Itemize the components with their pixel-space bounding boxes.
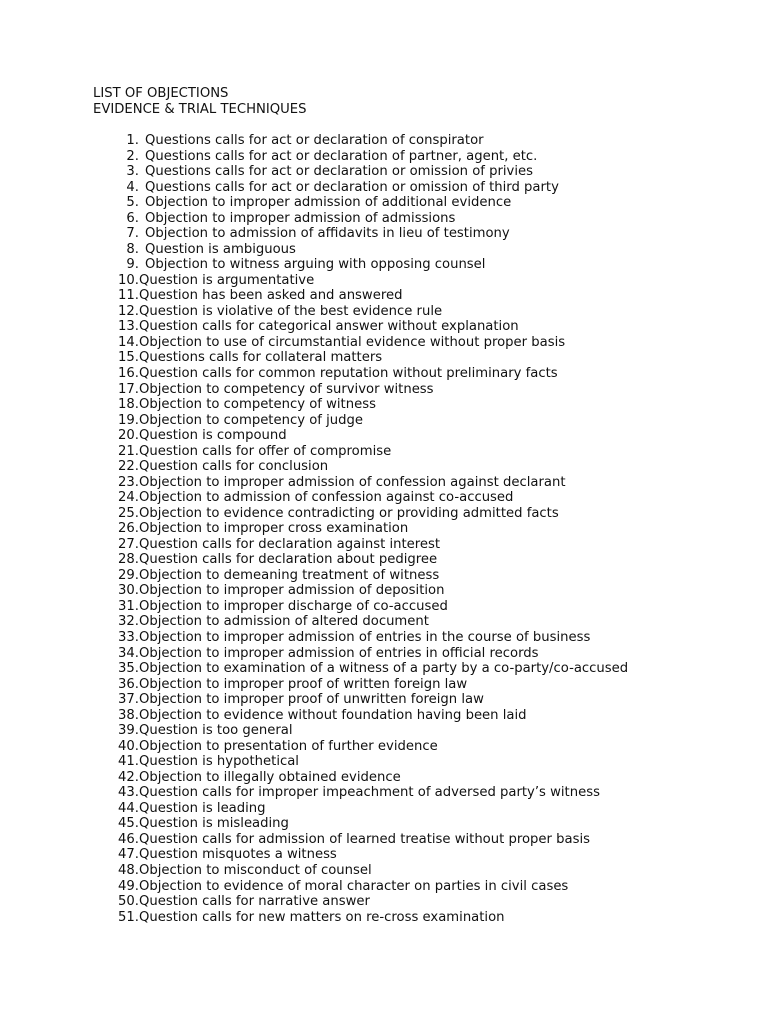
list-item-text: Question calls for improper impeachment of adversed party’s witness — [139, 785, 600, 801]
objection-list-item — [93, 692, 628, 708]
list-item-text: Questions calls for act or declaration of conspirator — [145, 133, 484, 148]
objection-list-item — [93, 304, 628, 320]
list-item-number: 48. — [118, 862, 139, 878]
list-item-number: 1. — [126, 133, 139, 148]
list-item-number: 33. — [118, 630, 139, 645]
list-item-text: Questions calls for act or declaration of partner, agent, etc. — [145, 148, 538, 164]
list-item-text: Objection to improper proof of unwritten foreign law — [139, 692, 484, 708]
objection-list-item — [93, 195, 628, 211]
list-item-text: Question has been asked and answered — [139, 288, 403, 304]
list-item-text: Objection to improper admission of entries in official records — [139, 645, 539, 661]
list-item-text: Question calls for offer of compromise — [139, 443, 392, 459]
list-item-text: Objection to witness arguing with opposing counsel — [145, 257, 486, 273]
objection-list-item — [93, 335, 628, 351]
list-item-text: Question is leading — [139, 800, 266, 816]
objection-list-item — [93, 552, 628, 568]
list-item-number: 34. — [118, 645, 139, 661]
objection-list-item — [93, 350, 628, 366]
objection-list-item — [93, 413, 628, 429]
list-item-text: Objection to improper proof of written foreign law — [139, 676, 468, 692]
list-item-text: Question calls for narrative answer — [139, 894, 370, 910]
document-heading — [93, 86, 306, 118]
list-item-number: 38. — [118, 707, 139, 723]
objections-list — [93, 133, 628, 925]
list-item-text: Questions calls for collateral matters — [139, 350, 383, 366]
list-item-number: 15. — [118, 350, 139, 366]
list-item-text: Questions calls for act or declaration or omission of third party — [145, 179, 559, 195]
list-item-number: 12. — [118, 303, 139, 319]
list-item-number: 6. — [126, 210, 139, 226]
objection-list-item — [93, 661, 628, 677]
objection-list-item — [93, 723, 628, 739]
objection-list-item — [93, 366, 628, 382]
objection-list-item — [93, 444, 628, 460]
list-item-text: Objection to competency of survivor witness — [139, 381, 434, 397]
list-item-text: Objection to improper admission of additional evidence — [145, 195, 512, 211]
objection-list-item — [93, 708, 628, 724]
list-item-text: Question is compound — [139, 428, 287, 444]
list-item-number: 50. — [118, 894, 139, 910]
objection-list-item — [93, 910, 628, 926]
objection-list-item — [93, 677, 628, 693]
objection-list-item — [93, 879, 628, 895]
list-item-text: Question is misleading — [139, 816, 289, 832]
list-item-number: 20. — [118, 428, 139, 444]
list-item-number: 13. — [118, 319, 139, 335]
list-item-number: 49. — [118, 878, 139, 894]
list-item-number: 39. — [118, 723, 139, 739]
objection-list-item — [93, 832, 628, 848]
list-item-text: Objection to improper admission of admissions — [145, 210, 456, 226]
objection-list-item — [93, 521, 628, 537]
list-item-number: 19. — [118, 412, 139, 428]
list-item-text: Objection to admission of altered document — [139, 614, 429, 630]
list-item-number: 4. — [126, 179, 139, 195]
objection-list-item — [93, 599, 628, 615]
document-title: LIST OF OBJECTIONS — [93, 86, 229, 101]
list-item-text: Questions calls for act or declaration or omission of privies — [145, 164, 534, 180]
list-item-number: 35. — [118, 661, 139, 677]
objection-list-item — [93, 754, 628, 770]
list-item-number: 43. — [118, 785, 139, 801]
objection-list-item — [93, 257, 628, 273]
list-item-number: 30. — [118, 583, 139, 599]
list-item-text: Objection to use of circumstantial evidence without proper basis — [139, 334, 566, 350]
list-item-number: 44. — [118, 800, 139, 816]
list-item-number: 47. — [118, 847, 139, 863]
list-item-text: Objection to evidence of moral character on parties in civil cases — [139, 878, 569, 894]
objection-list-item — [93, 133, 628, 149]
list-item-text: Question is violative of the best evidence rule — [139, 303, 443, 319]
objection-list-item — [93, 646, 628, 662]
objection-list-item — [93, 568, 628, 584]
list-item-number: 10. — [118, 272, 139, 288]
list-item-number: 25. — [118, 505, 139, 521]
list-item-number: 24. — [118, 490, 139, 506]
objection-list-item — [93, 164, 628, 180]
list-item-text: Objection to improper cross examination — [139, 521, 409, 537]
list-item-number: 28. — [118, 552, 139, 568]
list-item-number: 29. — [118, 567, 139, 583]
list-item-text: Objection to admission of affidavits in lieu of testimony — [145, 226, 510, 242]
list-item-number: 37. — [118, 692, 139, 708]
list-item-text: Objection to presentation of further evidence — [139, 738, 438, 754]
list-item-number: 11. — [118, 288, 139, 304]
list-item-number: 8. — [126, 241, 139, 257]
objection-list-item — [93, 242, 628, 258]
list-item-number: 16. — [118, 365, 139, 381]
list-item-number: 41. — [118, 754, 139, 770]
list-item-text: Objection to improper admission of entries in the course of business — [139, 630, 591, 645]
objection-list-item — [93, 211, 628, 227]
list-item-number: 46. — [118, 831, 139, 847]
list-item-number: 36. — [118, 676, 139, 692]
list-item-text: Objection to improper admission of confession against declarant — [139, 474, 566, 490]
objection-list-item — [93, 537, 628, 553]
list-item-number: 21. — [118, 443, 139, 459]
list-item-text: Question calls for common reputation without preliminary facts — [139, 365, 558, 381]
list-item-number: 27. — [118, 536, 139, 552]
list-item-number: 9. — [126, 257, 139, 273]
list-item-text: Question calls for declaration about pedigree — [139, 552, 438, 568]
list-item-text: Question calls for conclusion — [139, 459, 329, 475]
objection-list-item — [93, 382, 628, 398]
list-item-number: 2. — [126, 148, 139, 164]
list-item-text: Objection to examination of a witness of a party by a co-party/co-accused — [139, 661, 629, 677]
objection-list-item — [93, 149, 628, 165]
list-item-text: Question is argumentative — [139, 272, 315, 288]
list-item-number: 3. — [126, 164, 139, 180]
list-item-text: Objection to demeaning treatment of witness — [139, 567, 440, 583]
objection-list-item — [93, 180, 628, 196]
list-item-number: 26. — [118, 521, 139, 537]
objection-list-item — [93, 506, 628, 522]
objection-list-item — [93, 816, 628, 832]
objection-list-item — [93, 614, 628, 630]
objection-list-item — [93, 490, 628, 506]
list-item-text: Objection to evidence without foundation having been laid — [139, 707, 527, 723]
objection-list-item — [93, 894, 628, 910]
list-item-number: 5. — [126, 195, 139, 211]
list-item-number: 45. — [118, 816, 139, 832]
list-item-text: Question calls for declaration against interest — [139, 536, 441, 552]
objection-list-item — [93, 863, 628, 879]
list-item-text: Objection to competency of witness — [139, 397, 376, 413]
objection-list-item — [93, 739, 628, 755]
list-item-number: 18. — [118, 397, 139, 413]
list-item-text: Objection to admission of confession against co-accused — [139, 490, 514, 506]
list-item-number: 40. — [118, 738, 139, 754]
objection-list-item — [93, 397, 628, 413]
list-item-number: 23. — [118, 474, 139, 490]
list-item-text: Question is hypothetical — [139, 754, 299, 770]
objection-list-item — [93, 475, 628, 491]
list-item-text: Objection to improper admission of deposition — [139, 583, 445, 599]
list-item-number: 42. — [118, 769, 139, 785]
list-item-text: Question calls for categorical answer without explanation — [139, 319, 519, 335]
list-item-number: 32. — [118, 614, 139, 630]
objection-list-item — [93, 459, 628, 475]
list-item-text: Question is too general — [139, 723, 293, 739]
list-item-number: 7. — [126, 226, 139, 242]
list-item-text: Objection to illegally obtained evidence — [139, 769, 401, 785]
list-item-text: Question calls for new matters on re-cross examination — [139, 909, 505, 925]
list-item-number: 14. — [118, 334, 139, 350]
objection-list-item — [93, 785, 628, 801]
document-subtitle: EVIDENCE & TRIAL TECHNIQUES — [93, 102, 307, 117]
objection-list-item — [93, 583, 628, 599]
objection-list-item — [93, 428, 628, 444]
list-item-text: Objection to evidence contradicting or providing admitted facts — [139, 505, 559, 521]
list-item-text: Objection to competency of judge — [139, 412, 363, 428]
list-item-number: 17. — [118, 381, 139, 397]
list-item-number: 31. — [118, 598, 139, 614]
objection-list-item — [93, 226, 628, 242]
list-item-text: Objection to misconduct of counsel — [139, 862, 372, 878]
objection-list-item — [93, 288, 628, 304]
list-item-number: 22. — [118, 459, 139, 475]
list-item-text: Question is ambiguous — [145, 241, 296, 257]
objection-list-item — [93, 319, 628, 335]
objection-list-item — [93, 801, 628, 817]
objection-list-item — [93, 770, 628, 786]
objection-list-item — [93, 847, 628, 863]
list-item-text: Question calls for admission of learned treatise without proper basis — [139, 831, 590, 847]
list-item-text: Objection to improper discharge of co-accused — [139, 598, 448, 614]
objection-list-item — [93, 630, 628, 646]
list-item-number: 51. — [118, 909, 139, 925]
list-item-text: Question misquotes a witness — [139, 847, 337, 863]
objection-list-item — [93, 273, 628, 289]
